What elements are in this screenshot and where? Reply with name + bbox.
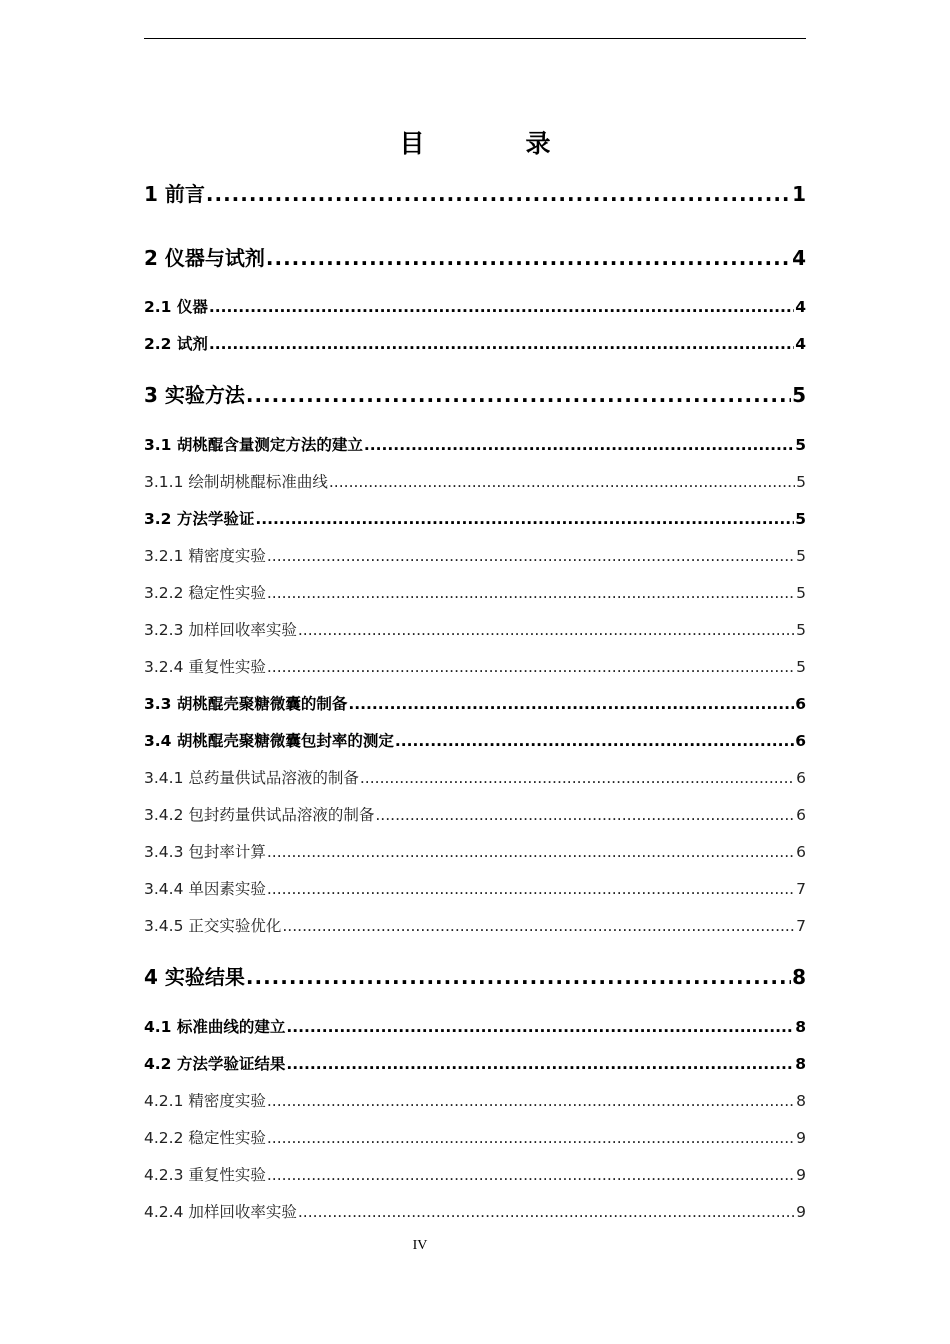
toc-entry[interactable] bbox=[144, 961, 806, 990]
toc-entry-page: 1 bbox=[792, 182, 806, 206]
toc-entry-page: 6 bbox=[796, 806, 806, 824]
toc-entry-label: 3.4 胡桃醌壳聚糖微囊包封率的测定 bbox=[144, 732, 394, 750]
toc-entry-page: 5 bbox=[795, 436, 806, 454]
toc-leader-dots bbox=[286, 1018, 794, 1036]
toc-leader-dots bbox=[282, 917, 795, 935]
toc-leader-dots bbox=[267, 658, 795, 676]
toc-leader-dots bbox=[246, 383, 791, 407]
toc-entry-label: 3.4.5 正交实验优化 bbox=[144, 917, 282, 935]
toc-entry[interactable] bbox=[144, 1052, 806, 1074]
toc-entry[interactable] bbox=[144, 1200, 806, 1222]
toc-title: 目 录 bbox=[399, 129, 589, 158]
toc-leader-dots bbox=[364, 436, 794, 454]
toc-entry-label: 4.2.1 精密度实验 bbox=[144, 1092, 266, 1110]
toc-entry-page: 6 bbox=[796, 769, 806, 787]
toc-leader-dots bbox=[298, 1203, 795, 1221]
toc-entry-label: 4.2.3 重复性实验 bbox=[144, 1166, 266, 1184]
toc-entry-label: 3.4.1 总药量供试品溶液的制备 bbox=[144, 769, 359, 787]
toc-entry-label: 3 实验方法 bbox=[144, 383, 245, 407]
toc-entry-label: 2.2 试剂 bbox=[144, 335, 208, 353]
toc-entry[interactable] bbox=[144, 544, 806, 566]
toc-entry-label: 3.3 胡桃醌壳聚糖微囊的制备 bbox=[144, 695, 348, 713]
header-rule bbox=[144, 38, 806, 39]
toc-entry-page: 5 bbox=[796, 621, 806, 639]
toc-entry[interactable] bbox=[144, 470, 806, 492]
toc-leader-dots bbox=[348, 695, 794, 713]
toc-entry-label: 3.1 胡桃醌含量测定方法的建立 bbox=[144, 436, 363, 454]
toc-entry[interactable] bbox=[144, 618, 806, 640]
toc-entry-page: 8 bbox=[795, 1018, 806, 1036]
toc-entry-page: 6 bbox=[795, 695, 806, 713]
toc-entry-label: 4.2.4 加样回收率实验 bbox=[144, 1203, 297, 1221]
toc-entry-page: 5 bbox=[795, 510, 806, 528]
toc-entry-label: 3.2 方法学验证 bbox=[144, 510, 255, 528]
toc-entry-label: 4 实验结果 bbox=[144, 965, 245, 989]
toc-entry[interactable] bbox=[144, 507, 806, 529]
toc-entry-label: 3.4.4 单因素实验 bbox=[144, 880, 266, 898]
toc-entry[interactable] bbox=[144, 1163, 806, 1185]
toc-leader-dots bbox=[267, 584, 795, 602]
toc-leader-dots bbox=[267, 1166, 795, 1184]
toc-entry[interactable] bbox=[144, 332, 806, 354]
toc-leader-dots bbox=[266, 246, 791, 270]
toc-entry-label: 3.2.2 稳定性实验 bbox=[144, 584, 266, 602]
toc-entry-page: 9 bbox=[796, 1203, 806, 1221]
toc-leader-dots bbox=[209, 298, 794, 316]
toc-entry-page: 6 bbox=[795, 732, 806, 750]
toc-entry-page: 8 bbox=[796, 1092, 806, 1110]
toc-entry[interactable] bbox=[144, 766, 806, 788]
toc-entry-label: 4.2.2 稳定性实验 bbox=[144, 1129, 266, 1147]
toc-leader-dots bbox=[395, 732, 794, 750]
toc-leader-dots bbox=[267, 843, 795, 861]
toc-leader-dots bbox=[267, 547, 795, 565]
toc-entry-page: 5 bbox=[796, 547, 806, 565]
toc-entry-page: 5 bbox=[796, 658, 806, 676]
toc-entry-page: 5 bbox=[796, 473, 806, 491]
toc-entry[interactable] bbox=[144, 379, 806, 408]
toc-entry-label: 2.1 仪器 bbox=[144, 298, 208, 316]
toc-entry-label: 4.1 标准曲线的建立 bbox=[144, 1018, 286, 1036]
toc-entry[interactable] bbox=[144, 581, 806, 603]
toc-entry-page: 6 bbox=[796, 843, 806, 861]
toc-leader-dots bbox=[246, 965, 791, 989]
toc-entry[interactable] bbox=[144, 914, 806, 936]
toc-entry[interactable] bbox=[144, 877, 806, 899]
toc-entry-page: 9 bbox=[796, 1129, 806, 1147]
toc-entry[interactable] bbox=[144, 803, 806, 825]
toc-entry[interactable] bbox=[144, 295, 806, 317]
toc-leader-dots bbox=[286, 1055, 794, 1073]
toc-entry-label: 3.4.2 包封药量供试品溶液的制备 bbox=[144, 806, 375, 824]
toc-leader-dots bbox=[209, 335, 794, 353]
toc-entry-page: 4 bbox=[795, 335, 806, 353]
toc-entry[interactable] bbox=[144, 840, 806, 862]
toc-leader-dots bbox=[267, 1092, 795, 1110]
toc-entry-label: 3.4.3 包封率计算 bbox=[144, 843, 266, 861]
toc-entry[interactable] bbox=[144, 1126, 806, 1148]
toc-leader-dots bbox=[298, 621, 795, 639]
toc-leader-dots bbox=[375, 806, 795, 824]
toc-entry-page: 4 bbox=[792, 246, 806, 270]
toc-entry[interactable] bbox=[144, 1015, 806, 1037]
toc-entry-label: 3.2.3 加样回收率实验 bbox=[144, 621, 297, 639]
toc-entry-label: 4.2 方法学验证结果 bbox=[144, 1055, 286, 1073]
toc-entry-page: 8 bbox=[792, 965, 806, 989]
toc-entry-label: 2 仪器与试剂 bbox=[144, 246, 265, 270]
toc-entry-page: 5 bbox=[796, 584, 806, 602]
toc-entry[interactable] bbox=[144, 178, 806, 207]
toc-entry[interactable] bbox=[144, 729, 806, 751]
toc-entry-page: 8 bbox=[795, 1055, 806, 1073]
toc-entry-label: 3.2.4 重复性实验 bbox=[144, 658, 266, 676]
footer-page-number: IV bbox=[412, 1238, 428, 1253]
toc-entry-page: 9 bbox=[796, 1166, 806, 1184]
toc-entry-label: 1 前言 bbox=[144, 182, 205, 206]
toc-entry-page: 4 bbox=[795, 298, 806, 316]
toc-leader-dots bbox=[255, 510, 794, 528]
toc-entry[interactable] bbox=[144, 655, 806, 677]
toc-entry-page: 5 bbox=[792, 383, 806, 407]
toc-leader-dots bbox=[206, 182, 791, 206]
toc-leader-dots bbox=[267, 880, 795, 898]
toc-entry-page: 7 bbox=[796, 917, 806, 935]
toc-leader-dots bbox=[329, 473, 795, 491]
toc-entry[interactable] bbox=[144, 1089, 806, 1111]
toc-entry-label: 3.1.1 绘制胡桃醌标准曲线 bbox=[144, 473, 328, 491]
toc-entry-page: 7 bbox=[796, 880, 806, 898]
toc-entry-label: 3.2.1 精密度实验 bbox=[144, 547, 266, 565]
toc-entry[interactable] bbox=[144, 433, 806, 455]
toc-leader-dots bbox=[360, 769, 795, 787]
toc-entry[interactable] bbox=[144, 242, 806, 271]
toc-entry[interactable] bbox=[144, 692, 806, 714]
toc-leader-dots bbox=[267, 1129, 795, 1147]
